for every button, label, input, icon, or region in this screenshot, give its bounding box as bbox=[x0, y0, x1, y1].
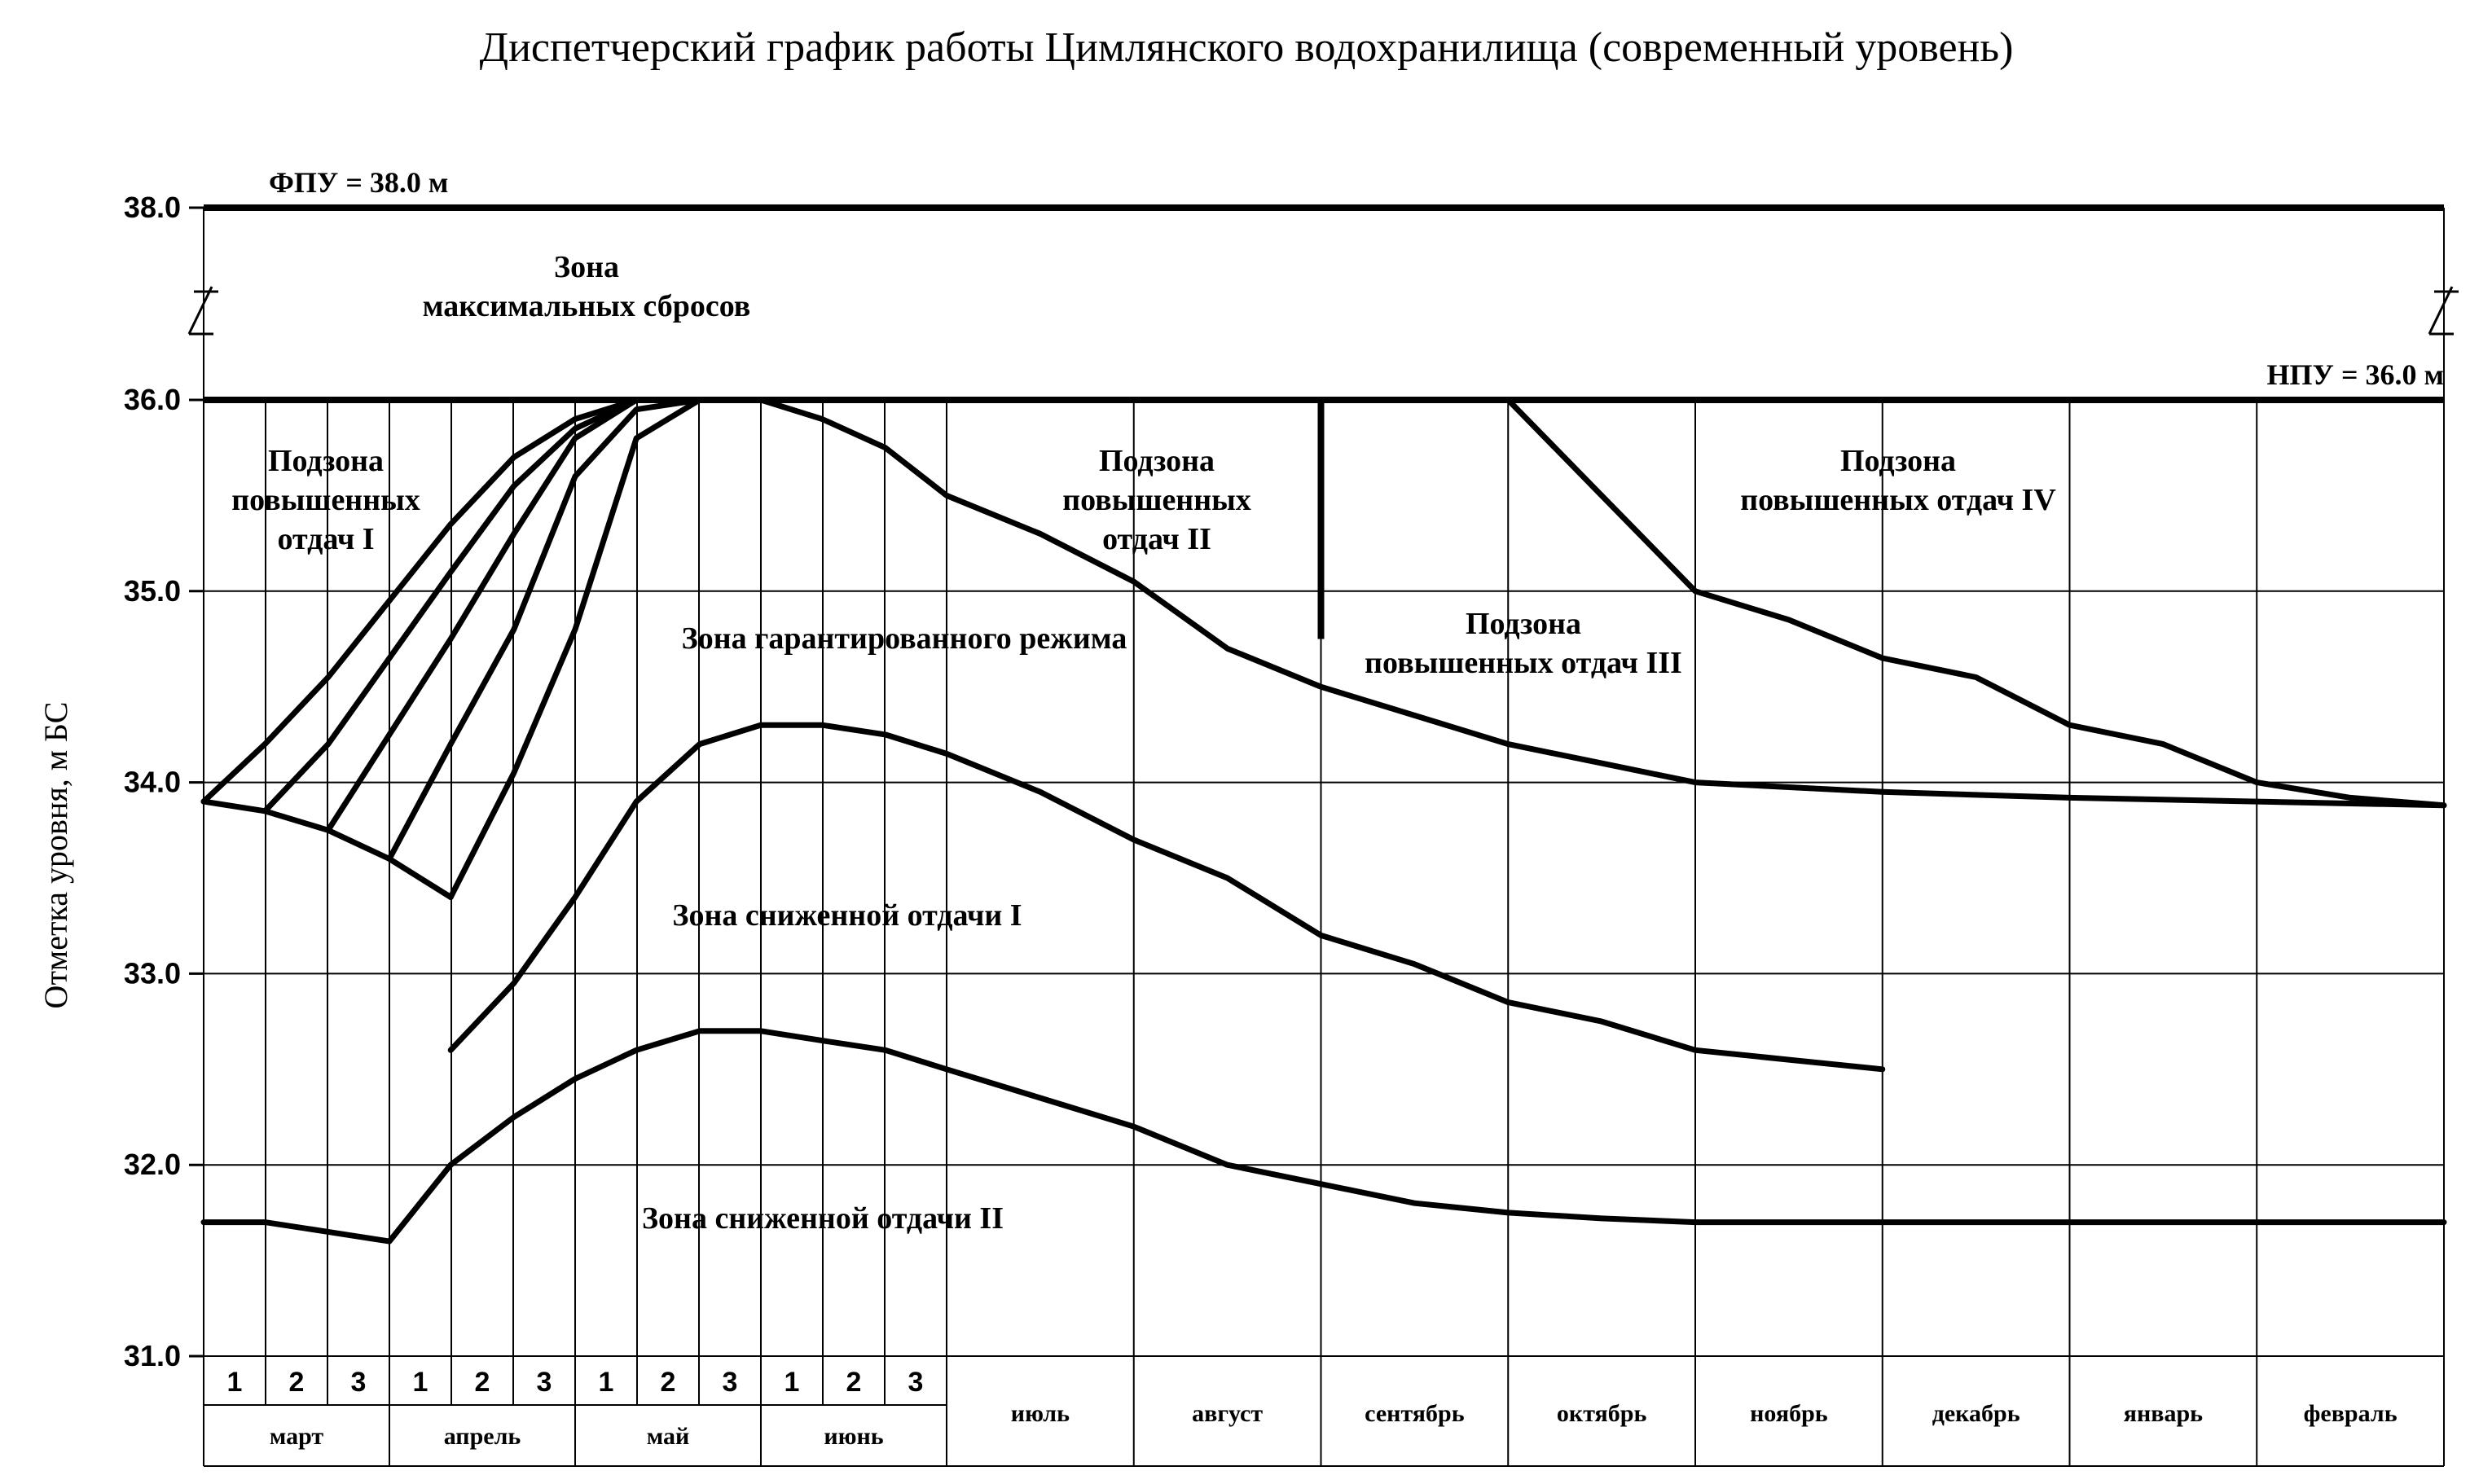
zone-label-pov4: повышенных отдач IV bbox=[1740, 483, 2056, 517]
month-label: апрель bbox=[443, 1423, 521, 1450]
npu-label: НПУ = 36.0 м bbox=[2266, 358, 2444, 391]
decade-label: 3 bbox=[350, 1367, 367, 1398]
month-label: август bbox=[1192, 1400, 1264, 1427]
y-tick-label: 38.0 bbox=[123, 191, 181, 224]
decade-label: 1 bbox=[784, 1367, 800, 1398]
zone-label-low1: Зона сниженной отдачи I bbox=[672, 898, 1022, 933]
y-tick-label: 33.0 bbox=[123, 956, 181, 990]
zone-label-pov2: повышенных bbox=[1062, 483, 1251, 517]
month-label: декабрь bbox=[1932, 1400, 2020, 1427]
decade-label: 2 bbox=[660, 1367, 676, 1398]
x-axis-calendar bbox=[204, 1356, 2444, 1466]
decade-label: 2 bbox=[474, 1367, 490, 1398]
decade-label: 3 bbox=[722, 1367, 738, 1398]
y-tick-label: 31.0 bbox=[123, 1339, 181, 1372]
decade-label: 1 bbox=[598, 1367, 614, 1398]
grid-layer bbox=[189, 208, 2459, 1466]
month-label: январь bbox=[2123, 1400, 2204, 1427]
decade-label: 2 bbox=[846, 1367, 862, 1398]
decade-label: 1 bbox=[226, 1367, 243, 1398]
decade-label: 3 bbox=[536, 1367, 552, 1398]
y-axis-ticks bbox=[124, 191, 204, 1372]
y-axis-title: Отметка уровня, м БС bbox=[37, 701, 74, 1009]
month-label: июль bbox=[1010, 1400, 1070, 1427]
zone-label-low2: Зона сниженной отдачи II bbox=[642, 1201, 1004, 1236]
y-tick-label: 32.0 bbox=[123, 1148, 181, 1182]
chart-title: Диспетчерский график работы Цимлянского водохранилища (современный уровень) bbox=[479, 24, 2014, 71]
month-label: февраль bbox=[2303, 1400, 2398, 1427]
decade-label: 3 bbox=[908, 1367, 924, 1398]
zone-label-pov2: Подзона bbox=[1098, 444, 1215, 478]
zone-label-pov2: отдач II bbox=[1102, 522, 1211, 556]
zone-label-pov1: Подзона bbox=[267, 444, 385, 478]
curve-8 bbox=[1508, 400, 2444, 806]
y-tick-label: 34.0 bbox=[123, 765, 181, 799]
zone-label-pov4: Подзона bbox=[1839, 444, 1957, 478]
month-label: сентябрь bbox=[1365, 1400, 1465, 1427]
y-tick-label: 35.0 bbox=[123, 573, 181, 608]
month-label: июнь bbox=[824, 1423, 884, 1450]
curve-10 bbox=[204, 1031, 2444, 1241]
decade-label: 1 bbox=[412, 1367, 429, 1398]
curve-7 bbox=[700, 400, 2444, 806]
zone-label-pov3: повышенных отдач III bbox=[1365, 646, 1682, 680]
month-label: октябрь bbox=[1556, 1400, 1647, 1427]
decade-label: 2 bbox=[288, 1367, 305, 1398]
y-tick-label: 36.0 bbox=[123, 383, 181, 416]
month-label: ноябрь bbox=[1750, 1400, 1828, 1427]
zone-label-max: Зона bbox=[554, 250, 619, 284]
zone-label-pov3: Подзона bbox=[1465, 607, 1582, 641]
zone-label-pov1: отдач I bbox=[277, 522, 375, 556]
zone-label-pov1: повышенных bbox=[231, 483, 420, 517]
month-label: март bbox=[269, 1423, 324, 1450]
zone-label-max: максимальных сбросов bbox=[422, 289, 751, 323]
zone-label-guar: Зона гарантированного режима bbox=[681, 621, 1127, 656]
month-label: май bbox=[646, 1423, 690, 1450]
fpu-label: ФПУ = 38.0 м bbox=[269, 166, 449, 199]
